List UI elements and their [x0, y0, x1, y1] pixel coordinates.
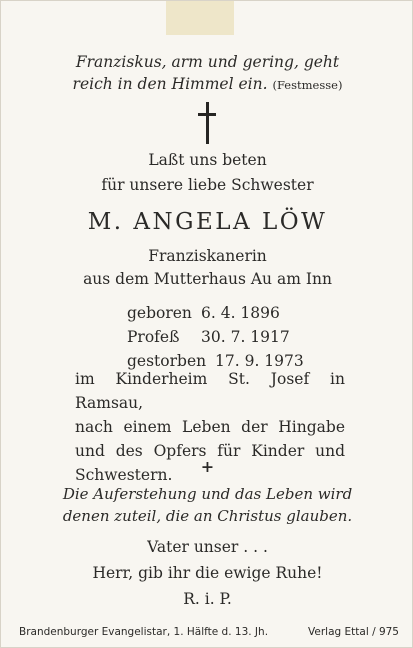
dates-list [127, 301, 304, 373]
cross-icon [198, 102, 216, 144]
prayer-line-1: Laßt uns beten [148, 151, 267, 169]
order-line-1: Franziskanerin [148, 247, 267, 265]
closing-line-3: R. i. P. [183, 590, 232, 608]
scripture-line-1: Die Auferstehung und das Leben wird [62, 485, 353, 503]
obituary-line: und des Opfers für Kinder und [75, 442, 345, 460]
obituary-line: Schwestern. [75, 466, 173, 484]
tape-strip [166, 1, 234, 35]
date-value: 6. 4. 1896 [201, 304, 280, 322]
date-row-birth [127, 301, 304, 325]
closing-line-2: Herr, gib ihr die ewige Ruhe! [92, 564, 323, 582]
date-value: 17. 9. 1973 [215, 352, 304, 370]
date-row-profession [127, 325, 304, 349]
closing-line-1: Vater unser . . . [147, 538, 268, 556]
footer [19, 626, 399, 638]
footer-credit: Brandenburger Evangelistar, 1. Hälfte d. 13. Jh. [19, 626, 269, 638]
separator-cross: + [200, 457, 215, 476]
date-label: geboren [127, 304, 192, 322]
motto-note: (Festmesse) [272, 78, 343, 92]
obituary-line: im Kinderheim St. Josef in Ramsau, [75, 370, 345, 412]
motto-line-1: Franziskus, arm und gering, geht [75, 53, 340, 71]
order-line-2: aus dem Mutterhaus Au am Inn [83, 270, 332, 288]
date-label: Profeß [127, 328, 180, 346]
motto [1, 51, 413, 96]
date-label: gestorben [127, 352, 207, 370]
footer-publisher: Verlag Ettal / 975 [308, 626, 399, 638]
prayer-line-2: für unsere liebe Schwester [101, 176, 314, 194]
date-value: 30. 7. 1917 [201, 328, 290, 346]
motto-line-2: reich in den Himmel ein. [72, 75, 268, 93]
obituary-line: nach einem Leben der Hingabe [75, 418, 345, 436]
deceased-name: M. ANGELA LÖW [87, 209, 328, 235]
scripture-line-2: denen zuteil, die an Christus glauben. [62, 507, 353, 525]
motto-line-2-row [1, 73, 413, 96]
scripture [1, 483, 413, 527]
